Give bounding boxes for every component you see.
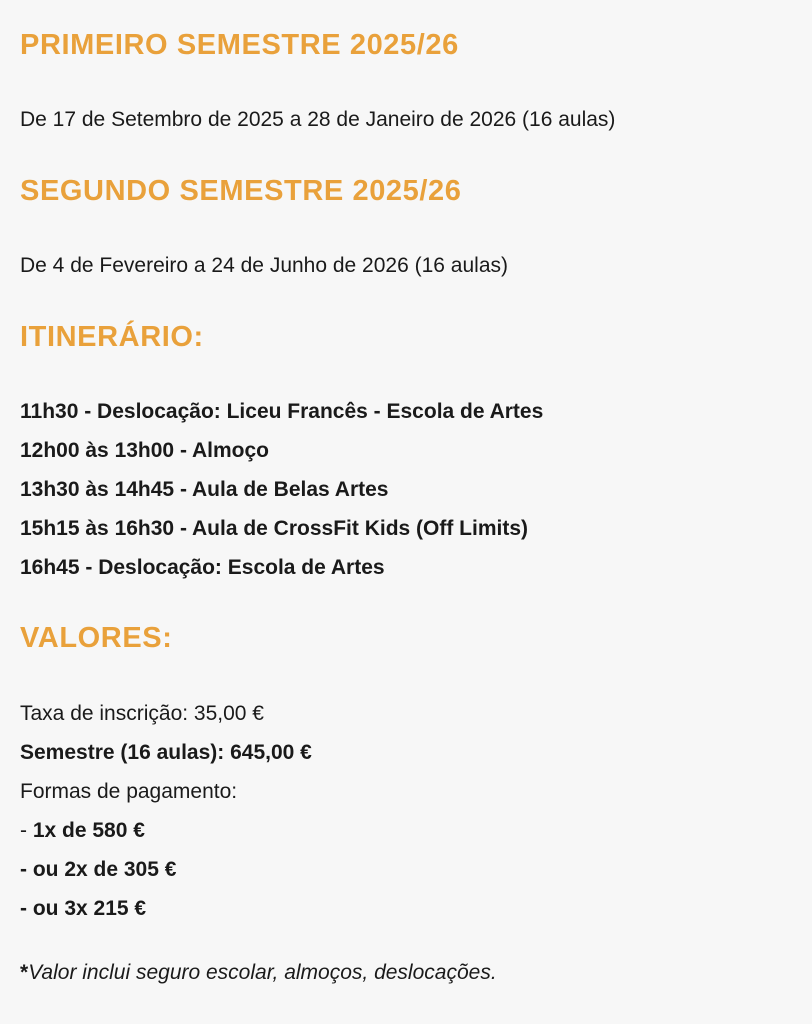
- registration-fee: Taxa de inscrição: 35,00 €: [20, 702, 264, 725]
- itinerary-item: 13h30 às 14h45 - Aula de Belas Artes: [20, 478, 389, 501]
- footnote-star: *: [20, 961, 29, 984]
- payment-option-text: 1x de 580 €: [32, 819, 145, 842]
- footnote-text: Valor inclui seguro escolar, almoços, deslocações.: [28, 961, 497, 984]
- payment-option: - ou 2x de 305 €: [20, 858, 177, 881]
- values-list: [20, 694, 312, 928]
- payment-option-prefix: -: [20, 819, 33, 842]
- payment-option: [20, 811, 312, 850]
- itinerary-item: 15h15 às 16h30 - Aula de CrossFit Kids (Off Limits): [20, 517, 529, 540]
- itinerary-item: 12h00 às 13h00 - Almoço: [20, 439, 270, 462]
- payment-label: Formas de pagamento:: [20, 780, 238, 803]
- itinerary-item: 11h30 - Deslocação: Liceu Francês - Escola de Artes: [20, 400, 544, 423]
- first-semester-heading: PRIMEIRO SEMESTRE 2025/26: [20, 29, 459, 61]
- itinerary-list: [20, 392, 543, 587]
- itinerary-heading: ITINERÁRIO:: [20, 321, 204, 353]
- footnote: [20, 960, 497, 986]
- values-heading: VALORES:: [20, 622, 173, 654]
- first-semester-dates: De 17 de Setembro de 2025 a 28 de Janeiro de 2026 (16 aulas): [20, 108, 616, 131]
- itinerary-item: 16h45 - Deslocação: Escola de Artes: [20, 556, 385, 579]
- second-semester-heading: SEGUNDO SEMESTRE 2025/26: [20, 175, 462, 207]
- semester-price: Semestre (16 aulas): 645,00 €: [20, 741, 312, 764]
- payment-option: - ou 3x 215 €: [20, 897, 147, 920]
- second-semester-dates: De 4 de Fevereiro a 24 de Junho de 2026 (16 aulas): [20, 254, 508, 277]
